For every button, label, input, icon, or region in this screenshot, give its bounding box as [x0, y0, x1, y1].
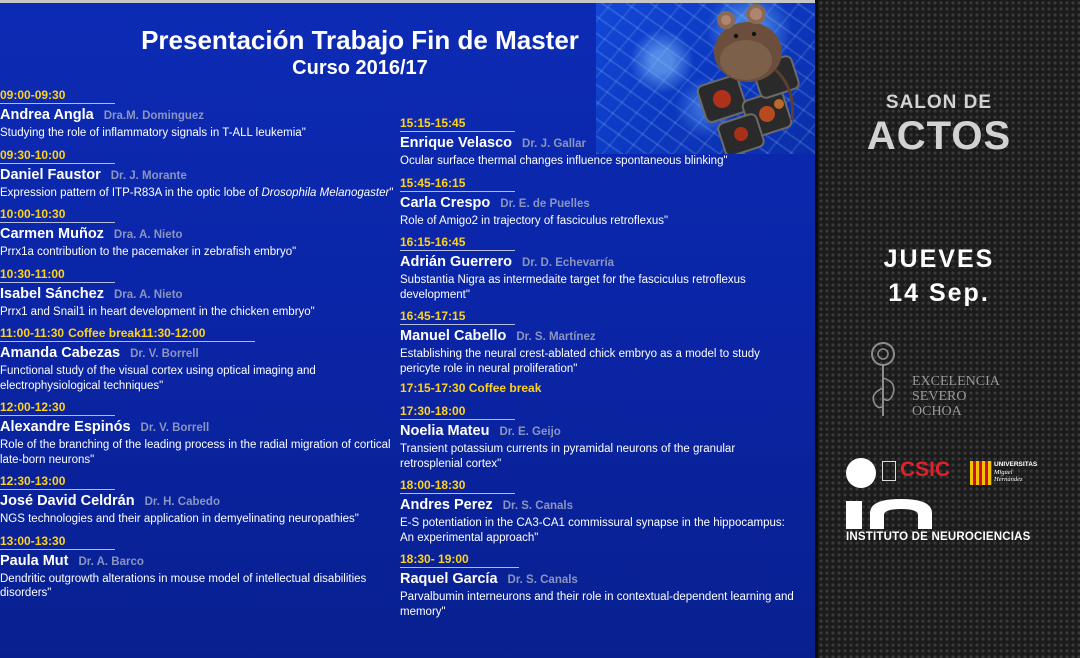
speaker-name: Carla Crespo	[400, 194, 491, 211]
coffee-break-label: 17:15-17:30 Coffee break	[400, 381, 542, 395]
talk-title-text: Expression pattern of ITP-R83A in the optic lobe of	[0, 186, 262, 199]
speaker-name: Enrique Velasco	[400, 135, 513, 151]
umh-line: Miguel	[994, 468, 1013, 476]
talk-title: Ocular surface thermal changes influence spontaneous blinking"	[400, 155, 728, 167]
talk-title: Role of the branching of the leading process in the radial migration of cortical late-born neurons"	[0, 439, 391, 466]
talk-item	[0, 532, 395, 601]
speaker-name: Manuel Cabello	[400, 328, 507, 344]
speaker-name: Andrea Angla	[0, 107, 94, 123]
speaker-name: Noelia Mateu	[400, 423, 490, 439]
talk-item	[0, 146, 395, 201]
venue-name: ACTOS	[866, 114, 1012, 158]
talk-time: 11:30-12:00	[140, 326, 206, 340]
talk-time: 15:15-15:45	[400, 116, 515, 132]
supervisor-name: Dr. H. Cabedo	[144, 496, 220, 508]
talk-title: Prrx1 and Snail1 in heart development in the chicken embryo"	[0, 305, 315, 318]
csic-logo: CSIC	[900, 458, 951, 481]
species-name: Drosophila Melanogaster	[261, 186, 390, 199]
talk-item	[0, 324, 395, 393]
speaker-name: Adrián Guerrero	[400, 254, 512, 270]
umh-line: Hernández	[994, 476, 1023, 483]
speaker-name: Isabel Sánchez	[0, 285, 104, 302]
afternoon-schedule	[400, 114, 800, 624]
talk-time: 18:00-18:30	[400, 478, 515, 494]
talk-item	[0, 205, 395, 260]
morning-schedule	[0, 86, 395, 606]
talk-time: 09:00-09:30	[0, 88, 115, 104]
talk-item	[0, 86, 395, 141]
talk-item	[400, 174, 800, 229]
supervisor-name: Dra. A. Nieto	[113, 288, 183, 301]
talk-title: Dendritic outgrowth alterations in mouse model of intellectual disabilities disorders"	[0, 572, 367, 599]
talk-item	[400, 402, 800, 471]
supervisor-name: Dr. A. Barco	[78, 555, 144, 568]
speaker-name: Amanda Cabezas	[0, 345, 121, 361]
talk-item	[0, 472, 395, 527]
poster-subtitle: Curso 2016/17	[292, 57, 428, 79]
severo-line: OCHOA	[912, 404, 962, 419]
talk-time: 10:30-11:00	[0, 267, 115, 283]
talk-title: Studying the role of inflammatory signals in T-ALL leukemia"	[0, 127, 306, 139]
institute-name: INSTITUTO DE NEUROCIENCIAS	[846, 531, 1031, 543]
event-info-panel	[815, 0, 1080, 658]
speaker-name: Carmen Muñoz	[0, 226, 104, 242]
talk-title: Substantia Nigra as intermedaite target for the fasciculus retroflexus development"	[400, 274, 746, 301]
speaker-name: Daniel Faustor	[0, 166, 101, 183]
supervisor-name: Dr. D. Echevarría	[522, 257, 615, 269]
talk-title: Role of Amigo2 in trajectory of fasciculus retroflexus"	[400, 214, 669, 227]
supervisor-name: Dr. J. Morante	[110, 169, 187, 182]
coffee-break-time: 11:00-11:30	[0, 326, 65, 340]
severo-line: SEVERO	[912, 389, 967, 404]
supervisor-name: Dr. E. de Puelles	[500, 197, 590, 210]
severo-ochoa-text	[912, 374, 1000, 419]
talk-title: Functional study of the visual cortex using optical imaging and electrophysiological techniques"	[0, 365, 316, 392]
csic-shield-icon	[882, 461, 896, 481]
poster-title: Presentación Trabajo Fin de Master	[141, 25, 579, 55]
talk-item	[400, 550, 800, 619]
umh-line: UNIVERSITAS	[994, 461, 1038, 468]
talk-title: Parvalbumin interneurons and their role in contextual-dependent learning and memory"	[400, 591, 794, 618]
severo-line: EXCELENCIA	[912, 374, 1000, 389]
talk-title-end: "	[389, 186, 394, 199]
talk-time: 12:30-13:00	[0, 474, 115, 490]
talk-item	[0, 265, 395, 320]
umh-shield-icon	[970, 461, 992, 485]
supervisor-name: Dr. V. Borrell	[130, 348, 199, 360]
talk-time: 09:30-10:00	[0, 148, 115, 164]
talk-time: 16:45-17:15	[400, 309, 515, 325]
supervisor-name: Dr. V. Borrell	[140, 422, 210, 434]
talk-title: Transient potassium currents in pyramidal neurons of the granular retrosplenial cortex"	[400, 443, 736, 470]
talk-time: 12:00-12:30	[0, 400, 115, 416]
talk-title: Prrx1a contribution to the pacemaker in zebrafish embryo"	[0, 246, 297, 258]
speaker-name: Andres Perez	[400, 497, 493, 513]
csic-circle-icon	[846, 458, 876, 488]
coffee-break-label: Coffee break	[68, 326, 141, 340]
speaker-name: Raquel García	[400, 571, 498, 587]
supervisor-name: Dra. A. Nieto	[113, 229, 183, 241]
supervisor-name: Dr. J. Gallar	[522, 138, 586, 150]
talk-title: E-S potentiation in the CA3-CA1 commissural synapse in the hippocampus: An experimental approach"	[400, 517, 785, 544]
talk-item	[400, 476, 800, 545]
speaker-name: José David Celdrán	[0, 493, 135, 509]
supervisor-name: Dra.M. Dominguez	[103, 110, 205, 122]
talk-time-with-coffee-break	[0, 326, 255, 342]
event-date: 14 Sep.	[888, 279, 990, 307]
supervisor-name: Dr. S. Canals	[502, 500, 573, 512]
talk-title	[0, 186, 395, 201]
talk-title: NGS technologies and their application in demyelinating neuropathies"	[0, 513, 359, 525]
talk-item	[400, 307, 800, 376]
talk-time: 17:30-18:00	[400, 404, 515, 420]
talk-time: 16:15-16:45	[400, 235, 515, 251]
talk-item	[0, 398, 395, 467]
talk-item	[400, 233, 800, 302]
speaker-name: Alexandre Espinós	[0, 419, 131, 435]
venue-label: SALON DE	[885, 92, 993, 113]
speaker-name: Paula Mut	[0, 552, 69, 569]
talk-time: 13:00-13:30	[0, 534, 115, 550]
supervisor-name: Dr. S. Canals	[507, 574, 578, 586]
talk-item	[400, 114, 800, 169]
talk-title: Establishing the neural crest-ablated chick embryo as a model to study pericyte role in neural proliferation"	[400, 348, 760, 375]
supervisor-name: Dr. E. Geijo	[499, 426, 561, 438]
event-day: JUEVES	[883, 245, 995, 273]
instituto-neurociencias-icon	[846, 495, 996, 529]
talk-time: 18:30- 19:00	[400, 552, 519, 568]
talk-time: 15:45-16:15	[400, 176, 515, 192]
talk-time: 10:00-10:30	[0, 207, 115, 223]
supervisor-name: Dr. S. Martínez	[516, 331, 596, 343]
umh-logo	[994, 461, 1037, 484]
